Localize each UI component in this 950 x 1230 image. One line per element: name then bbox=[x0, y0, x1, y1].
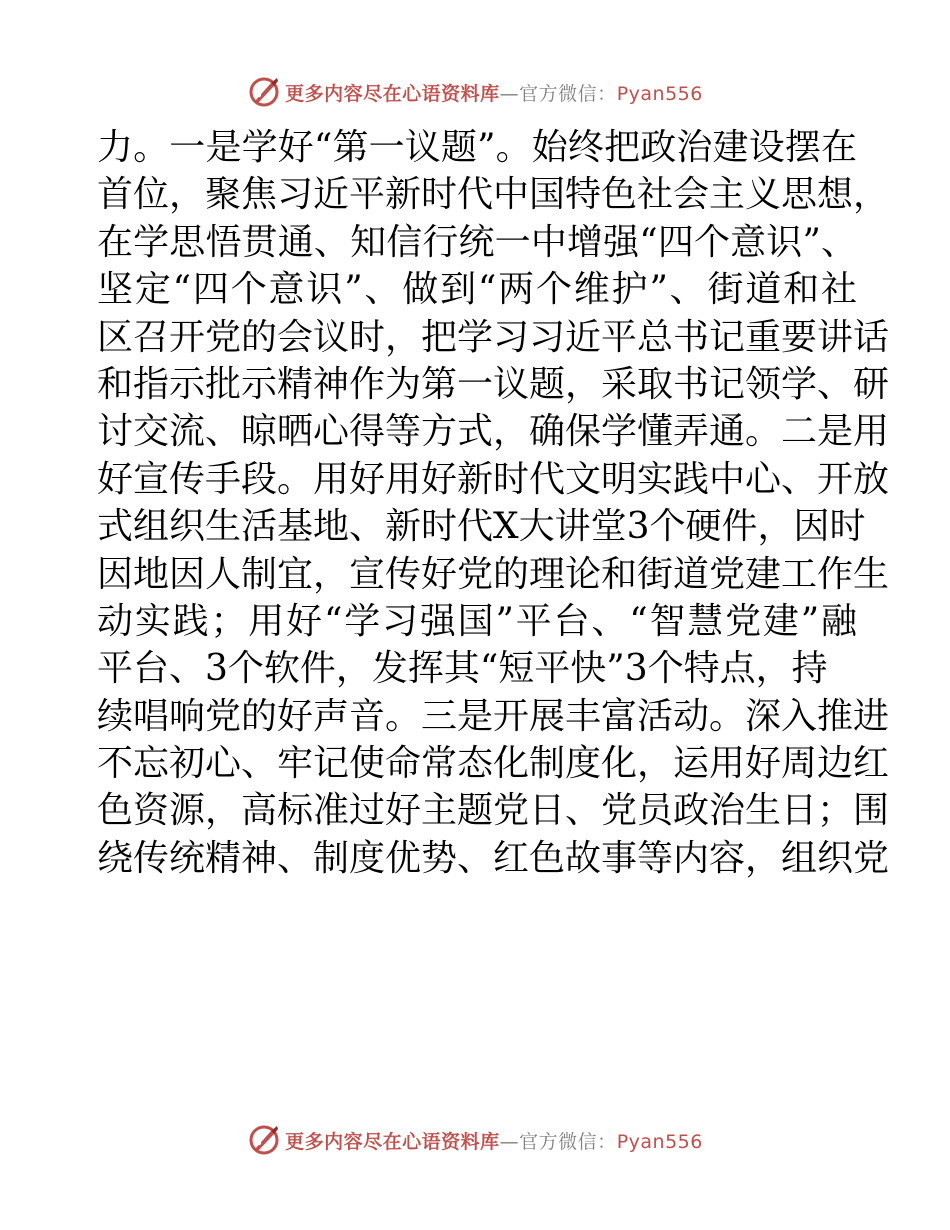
header-watermark bbox=[0, 72, 950, 112]
body-line: 色资源，高标准过好主题党日、党员政治生日；围 bbox=[97, 790, 890, 832]
document-body bbox=[97, 124, 890, 882]
watermark-wechat-label: 官方微信： bbox=[519, 1130, 617, 1153]
footer-watermark bbox=[0, 1120, 950, 1160]
watermark-separator: — bbox=[499, 82, 520, 105]
body-line: 区召开党的会议时，把学习习近平总书记重要讲话 bbox=[97, 316, 890, 358]
watermark-text bbox=[285, 1127, 703, 1154]
body-line: 式组织生活基地、新时代X大讲堂3个硬件，因时 bbox=[97, 506, 866, 548]
body-line: 动实践；用好“学习强国”平台、“智慧党建”融 bbox=[97, 600, 857, 642]
watermark-wechat-label: 官方微信： bbox=[519, 82, 617, 105]
body-line: 因地因人制宜，宣传好党的理论和街道党建工作生 bbox=[97, 553, 890, 595]
watermark-text bbox=[285, 79, 703, 106]
body-line: 首位，聚焦习近平新时代中国特色社会主义思想， bbox=[97, 174, 890, 216]
body-line: 讨交流、晾晒心得等方式，确保学懂弄通。二是用 bbox=[97, 411, 890, 453]
body-line: 和指示批示精神作为第一议题，采取书记领学、研 bbox=[97, 363, 890, 405]
body-line: 绕传统精神、制度优势、红色故事等内容，组织党 bbox=[97, 837, 890, 879]
body-line: 平台、3个软件，发挥其“短平快”3个特点，持 bbox=[97, 648, 828, 690]
watermark-separator: — bbox=[499, 1130, 520, 1153]
body-line: 坚定“四个意识”、做到“两个维护”、街道和社 bbox=[97, 269, 857, 311]
watermark-wechat-id: Pyan556 bbox=[616, 1130, 703, 1153]
quill-pen-logo-icon bbox=[247, 75, 281, 109]
body-line: 好宣传手段。用好用好新时代文明实践中心、开放 bbox=[97, 458, 890, 500]
quill-pen-logo-icon bbox=[247, 1123, 281, 1157]
watermark-brand: 更多内容尽在心语资料库 bbox=[285, 1130, 500, 1153]
watermark-wechat-id: Pyan556 bbox=[616, 82, 703, 105]
body-line: 力。一是学好“第一议题”。始终把政治建设摆在 bbox=[97, 127, 857, 168]
body-line: 在学思悟贯通、知信行统一中增强“四个意识”、 bbox=[97, 221, 857, 263]
body-line: 不忘初心、牢记使命常态化制度化，运用好周边红 bbox=[97, 743, 890, 785]
watermark-brand: 更多内容尽在心语资料库 bbox=[285, 82, 500, 105]
body-line: 续唱响党的好声音。三是开展丰富活动。深入推进 bbox=[97, 695, 890, 737]
